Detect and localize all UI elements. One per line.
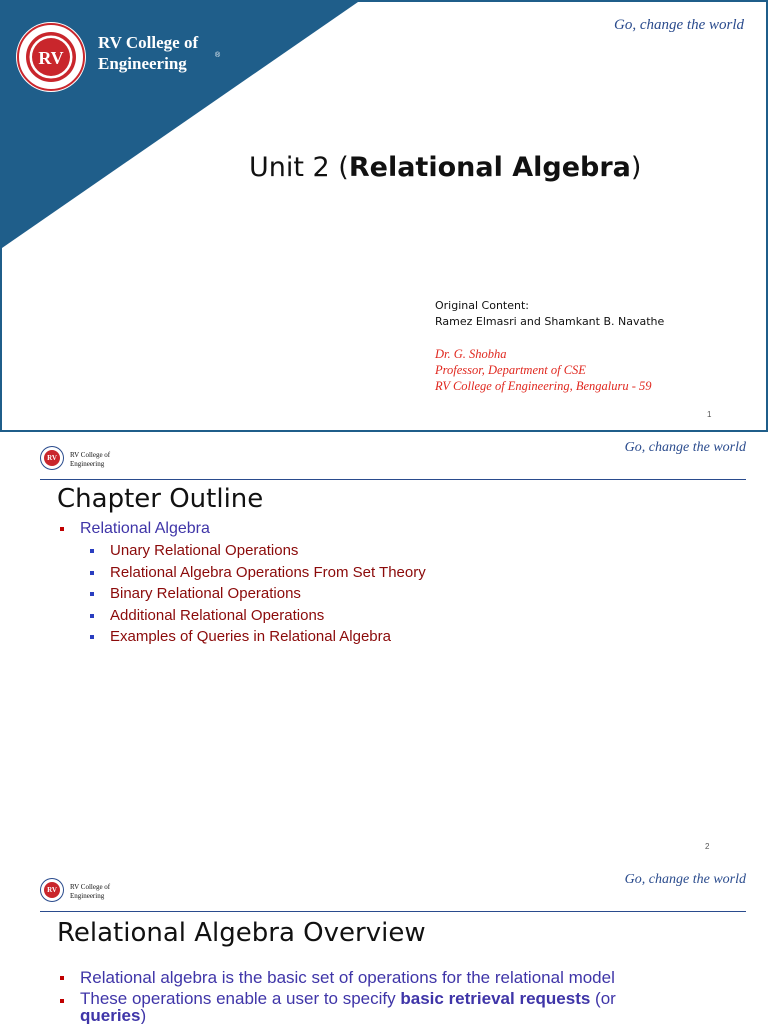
header-divider: [40, 479, 746, 480]
bullet2-queries: queries: [80, 1006, 141, 1024]
college-name-line2: Engineering: [98, 54, 187, 74]
header-college-name: [70, 451, 110, 469]
list-item: Relational Algebra Operations From Set Theory: [84, 562, 426, 584]
page-number: 1: [707, 410, 712, 419]
list-item: [58, 990, 718, 1024]
header-college-line1: RV College of: [70, 883, 111, 891]
tagline: Go, change the world: [614, 17, 744, 33]
header-logo: [40, 446, 64, 470]
title-bold: Relational Algebra: [348, 152, 631, 183]
presenter-title: Professor, Department of CSE: [435, 363, 586, 377]
list-item: Binary Relational Operations: [84, 583, 426, 605]
college-logo: [16, 22, 86, 92]
slide-title: Chapter Outline: [57, 484, 264, 514]
list-item: Relational algebra is the basic set of operations for the relational model: [58, 967, 718, 988]
original-label: Original Content:: [435, 299, 529, 312]
slide-title: [249, 152, 641, 183]
header-divider: [40, 911, 746, 912]
header-college-line2: Engineering: [70, 892, 105, 900]
list-item: [58, 518, 426, 648]
header-tagline: Go, change the world: [624, 440, 746, 455]
title-suffix: ): [630, 152, 642, 183]
header-tagline: Go, change the world: [624, 872, 746, 887]
bullet2-text: These operations enable a user to specify: [80, 989, 401, 1008]
header-logo-text: RV: [44, 882, 60, 898]
bullet2-post: (or: [590, 989, 616, 1008]
presenter-institution: RV College of Engineering, Bengaluru - 59: [435, 379, 652, 393]
overview-list: [58, 967, 718, 1024]
header-college-line2: Engineering: [70, 460, 105, 468]
college-name: [98, 32, 198, 75]
header-logo: [40, 878, 64, 902]
svg-text:RV: RV: [38, 48, 64, 68]
page-number: 2: [705, 842, 710, 851]
outline-list: [58, 518, 426, 648]
presenter-name: Dr. G. Shobha: [435, 347, 507, 361]
list-item: Examples of Queries in Relational Algebra: [84, 626, 426, 648]
presenter-info: [435, 346, 652, 394]
slide-title: Relational Algebra Overview: [57, 918, 426, 948]
original-content: [435, 298, 664, 330]
college-name-line1: RV College of: [98, 33, 199, 52]
overview-slide: [0, 866, 768, 1024]
header-logo-text: RV: [44, 450, 60, 466]
outline-main-item: Relational Algebra: [80, 520, 210, 537]
list-item: Unary Relational Operations: [84, 540, 426, 562]
title-slide: [0, 0, 768, 432]
original-authors: Ramez Elmasri and Shamkant B. Navathe: [435, 315, 665, 328]
outline-slide: [0, 434, 768, 864]
header-college-line1: RV College of: [70, 451, 111, 459]
bullet2-bold: basic retrieval requests: [400, 989, 591, 1008]
header-college-name: [70, 883, 110, 901]
title-prefix: Unit 2 (: [249, 152, 349, 183]
registered-mark: ®: [215, 52, 221, 59]
bullet2-close: ): [140, 1006, 147, 1024]
list-item: Additional Relational Operations: [84, 605, 426, 627]
logo-ring-icon: [16, 22, 86, 92]
outline-sublist: [80, 540, 426, 648]
